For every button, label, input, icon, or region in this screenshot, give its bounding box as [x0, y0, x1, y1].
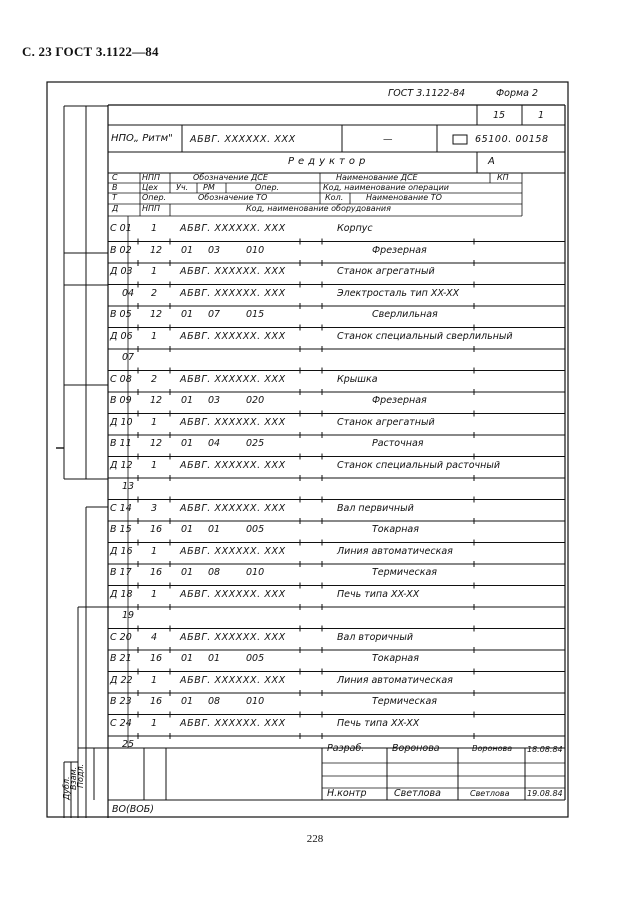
legend-prefix: В: [112, 183, 118, 192]
row-field: 03: [208, 395, 221, 406]
row-field: АБВГ. XXXXXX. XXX: [180, 717, 286, 729]
row-id: В 23: [110, 696, 132, 707]
row-name: Токарная: [372, 524, 419, 535]
sheet-number: 1: [538, 110, 545, 121]
row-id: Д 22: [110, 674, 133, 686]
row-field: 1: [151, 266, 158, 277]
row-field: 16: [150, 653, 163, 664]
row-field: 03: [208, 244, 221, 256]
row-id: В 21: [110, 653, 132, 664]
row-id: Д 18: [110, 588, 133, 600]
legend-cell: Обозначение ДСЕ: [193, 173, 268, 182]
row-name: Фрезерная: [372, 395, 427, 406]
row-field: 12: [150, 309, 163, 320]
row-field: АБВГ. XXXXXX. XXX: [180, 373, 286, 385]
row-field: 01: [181, 309, 194, 320]
row-field: 010: [246, 244, 265, 256]
row-field: АБВГ. XXXXXX. XXX: [180, 287, 286, 299]
row-field: АБВГ. XXXXXX. XXX: [180, 631, 286, 643]
row-field: 16: [150, 696, 163, 707]
row-name: Термическая: [372, 567, 437, 578]
row-id: С 08: [110, 373, 132, 385]
row-id: Д 12: [110, 459, 133, 471]
row-name: Расточная: [372, 438, 424, 449]
legend-cell: Код, наименование оборудования: [246, 204, 391, 213]
row-field: 025: [246, 438, 265, 449]
row-id: С 20: [110, 631, 132, 643]
legend-cell: Опер.: [255, 183, 280, 192]
organization: НПО„ Ритм": [111, 133, 173, 144]
row-name: Корпус: [337, 223, 373, 234]
row-name: Крышка: [337, 373, 378, 385]
row-field: 020: [246, 395, 265, 406]
legend-cell: Обозначение ТО: [198, 193, 268, 202]
norm-control-signature: Светлова: [470, 789, 510, 798]
row-field: 01: [181, 244, 194, 256]
legend-cell: КП: [497, 173, 509, 182]
product-name: Редуктор: [288, 156, 370, 167]
row-id: С 24: [110, 717, 132, 729]
row-field: 16: [150, 567, 163, 578]
page-header: С. 23 ГОСТ 3.1122—84: [22, 44, 159, 59]
row-field: 1: [151, 223, 158, 234]
row-field: 08: [208, 567, 221, 578]
row-field: 015: [246, 309, 265, 320]
row-field: 4: [151, 631, 158, 643]
stamp-vzam: Взам.: [69, 766, 78, 790]
legend-prefix: Д: [112, 204, 119, 213]
row-field: АБВГ. XXXXXX. XXX: [180, 674, 286, 686]
document-code: 65100. 00158: [475, 134, 549, 145]
row-field: 2: [151, 373, 158, 385]
legend-cell: НПП: [142, 204, 161, 213]
row-field: 01: [181, 653, 194, 664]
row-id: 19: [122, 610, 135, 621]
norm-control-name: Светлова: [394, 788, 441, 799]
row-field: 1: [151, 416, 158, 428]
row-id: С 14: [110, 502, 132, 514]
stamp-dubl: Дубл.: [62, 776, 71, 800]
row-id: В 05: [110, 309, 132, 320]
row-field: АБВГ. XXXXXX. XXX: [180, 588, 286, 600]
legend-cell: Уч.: [176, 183, 189, 192]
footer-code: ВО(ВОБ): [112, 804, 154, 815]
row-name: Печь типа XX-XX: [337, 588, 420, 600]
sheets-count: 15: [493, 110, 506, 121]
legend-cell: Опер.: [142, 193, 167, 202]
row-field: 01: [208, 524, 221, 535]
row-field: 12: [150, 244, 163, 256]
row-field: АБВГ. XXXXXX. XXX: [180, 416, 286, 428]
row-id: В 02: [110, 244, 132, 256]
row-id: 07: [122, 352, 135, 363]
row-field: 1: [151, 545, 158, 557]
row-id: С 01: [110, 223, 132, 234]
norm-control-label: Н.контр: [327, 788, 367, 799]
form-name: Форма 2: [496, 88, 539, 99]
document-designation: АБВГ. XXXXXX. XXX: [190, 134, 296, 145]
row-field: АБВГ. XXXXXX. XXX: [180, 266, 286, 277]
row-field: 12: [150, 395, 163, 406]
row-field: 2: [151, 287, 158, 299]
row-field: 01: [181, 524, 194, 535]
row-field: 12: [150, 438, 163, 449]
row-name: Линия автоматическая: [337, 674, 453, 686]
row-field: 16: [150, 524, 163, 535]
row-name: Токарная: [372, 653, 419, 664]
designation-dash: —: [383, 134, 393, 145]
row-id: Д 03: [110, 266, 133, 277]
legend-cell: РМ: [203, 183, 215, 192]
row-field: 01: [181, 395, 194, 406]
row-name: Вал вторичный: [337, 631, 414, 643]
row-name: Термическая: [372, 696, 437, 707]
row-field: АБВГ. XXXXXX. XXX: [180, 330, 286, 342]
row-field: 08: [208, 696, 221, 707]
row-id: Д 06: [110, 330, 133, 342]
row-name: Станок агрегатный: [337, 266, 435, 277]
norm-control-date: 19.08.84: [527, 789, 563, 798]
row-name: Фрезерная: [372, 244, 427, 256]
row-field: 1: [151, 588, 158, 600]
developed-date: 18.08.84: [527, 745, 563, 754]
row-field: 01: [181, 567, 194, 578]
row-name: Линия автоматическая: [337, 545, 453, 557]
row-name: Печь типа XX-XX: [337, 717, 420, 729]
row-field: 01: [208, 653, 221, 664]
row-id: В 17: [110, 567, 132, 578]
row-name: Станок специальный сверлильный: [337, 330, 513, 342]
row-field: 1: [151, 459, 158, 471]
legend-cell: Кол.: [325, 193, 344, 202]
legend-cell: Цех: [142, 183, 158, 192]
row-name: Станок агрегатный: [337, 416, 435, 428]
developed-name: Воронова: [392, 743, 440, 754]
legend-prefix: С: [112, 173, 118, 182]
row-id: 13: [122, 481, 135, 492]
developed-label: Разраб.: [327, 743, 365, 754]
row-field: 04: [208, 438, 221, 449]
row-id: 04: [122, 287, 135, 299]
row-field: АБВГ. XXXXXX. XXX: [180, 223, 286, 234]
letter: А: [488, 156, 495, 167]
row-name: Сверлильная: [372, 309, 438, 320]
row-field: 07: [208, 309, 221, 320]
row-field: 01: [181, 438, 194, 449]
row-id: В 11: [110, 438, 132, 449]
row-field: 010: [246, 696, 265, 707]
row-field: АБВГ. XXXXXX. XXX: [180, 545, 286, 557]
developed-signature: Воронова: [472, 744, 513, 753]
row-field: 1: [151, 330, 158, 342]
row-id: Д 16: [110, 545, 133, 557]
row-field: 010: [246, 567, 265, 578]
row-field: 1: [151, 674, 158, 686]
row-id: 25: [122, 739, 135, 750]
row-field: АБВГ. XXXXXX. XXX: [180, 459, 286, 471]
row-field: 3: [151, 502, 158, 514]
legend-cell: НПП: [142, 173, 161, 182]
row-id: В 15: [110, 524, 132, 535]
row-name: Электросталь тип XX-XX: [337, 287, 460, 299]
row-field: 01: [181, 696, 194, 707]
row-field: АБВГ. XXXXXX. XXX: [180, 502, 286, 514]
page-number: 228: [306, 833, 324, 845]
stamp-podl: Подл.: [76, 763, 85, 788]
row-field: 005: [246, 524, 265, 535]
row-id: Д 10: [110, 416, 133, 428]
legend-cell: Наименование ТО: [366, 193, 442, 202]
row-name: Станок специальный расточный: [337, 459, 501, 471]
legend-cell: Код, наименование операции: [323, 183, 449, 192]
legend-prefix: Т: [112, 193, 117, 202]
legend-cell: Наименование ДСЕ: [336, 173, 418, 182]
row-name: Вал первичный: [337, 502, 414, 514]
row-id: В 09: [110, 395, 132, 406]
row-field: 005: [246, 653, 265, 664]
gost-label: ГОСТ 3.1122-84: [388, 88, 465, 99]
row-field: 1: [151, 717, 158, 729]
